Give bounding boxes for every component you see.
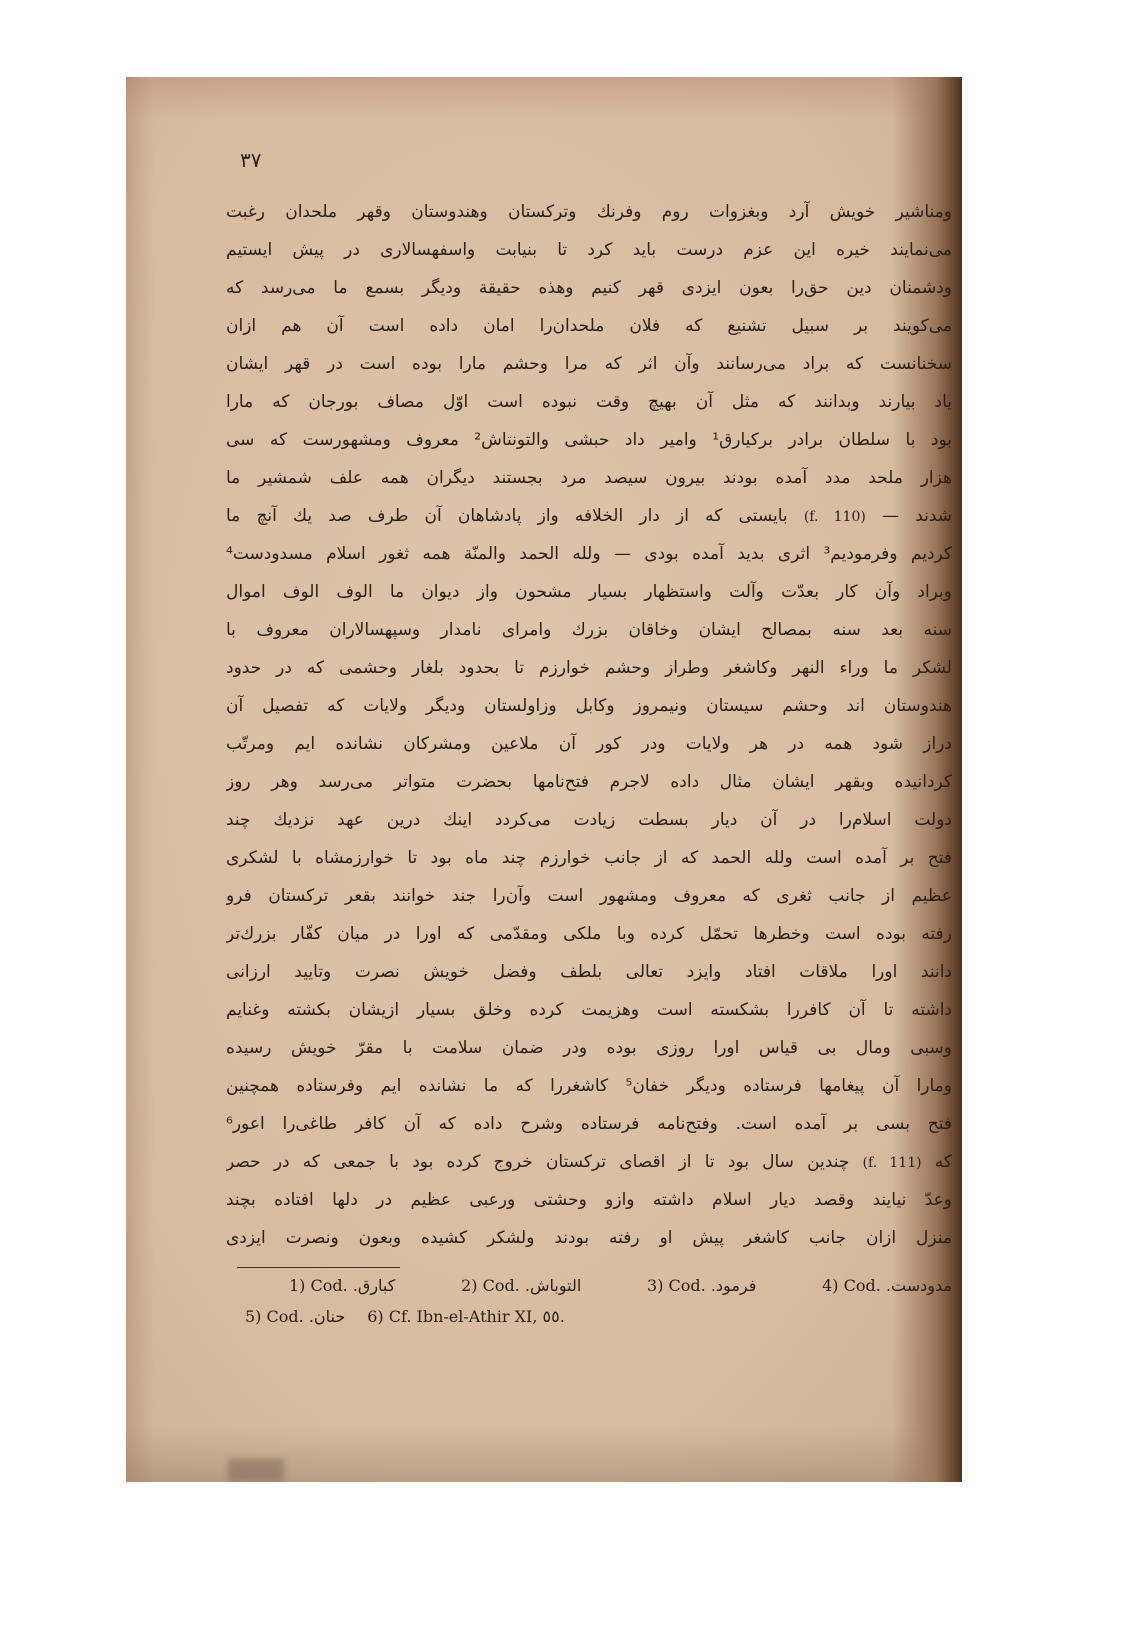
text-line: وسبی ومال بی قیاس اورا روزی بوده ودر ضمان سلامت با مقرّ خویش رسیده: [226, 1038, 952, 1058]
folio-reference: (f. 111): [862, 1155, 922, 1171]
folio-reference: (f. 110): [803, 509, 866, 525]
text-line: هندوستان اند وحشم سیستان ونیمروز وکابل وزاولستان ودیگر ولایات که تفصیل آن: [226, 696, 952, 716]
text-segment: که: [934, 1152, 952, 1172]
text-line: رفته بوده است وخطرها تحمّل کرده وبا ملکی ومقدّمی که اورا در میان کفّار بزرك‌تر: [226, 924, 952, 944]
footnote-item: [822, 1274, 952, 1298]
footnote-marker: 6): [367, 1307, 384, 1326]
text-line: فتح بر آمده است ولله الحمد که از جانب خوارزم چند ماه بود تا خوارزمشاه با لشکری: [226, 848, 952, 868]
text-line: سخنانست که براد می‌رسانند وآن اثر که مرا وحشم مارا بوده است در قهر ایشان: [226, 354, 952, 374]
footnote-item: [289, 1274, 395, 1298]
text-line: لشکر ما وراء النهر وکاشغر وطراز وحشم خوارزم تا بحدود بلغار وحشمی که در حدود: [226, 658, 952, 678]
text-line: فتح بسی بر آمده است. وفتح‌نامه فرستاده وشرح داده که آن کافر طاغی‌را اعور⁶: [226, 1114, 952, 1134]
footnote-reading: حنان.: [308, 1307, 346, 1326]
footnote-item: [647, 1274, 756, 1298]
text-line: ومارا آن پیغامها فرستاده ودیگر خفان⁵ کاشغررا که ما نشانده ایم وفرستاده همچنین: [226, 1076, 952, 1096]
footnote-reading: مدودست.: [885, 1276, 952, 1295]
page-number: ٣٧: [240, 148, 262, 172]
text-line: می‌کویند بر سبیل تشنیع که فلان ملحدان‌را امان داده است آن هم ازان: [226, 316, 952, 336]
text-segment: شدند —: [882, 506, 952, 526]
footnote-abbreviation: Cod.: [668, 1276, 706, 1295]
text-line: [226, 1143, 952, 1181]
text-line: بود با سلطان برادر برکیارق¹ وامیر داد حبشی والتونتاش² معروف ومشهورست که سی: [226, 430, 952, 450]
text-line: دراز شود همه در هر ولایات ودر کور آن ملاعین ومشرکان نشانده ایم ومرتّب: [226, 734, 952, 754]
scanned-page: [126, 77, 962, 1482]
footnote-item: [245, 1305, 345, 1329]
footnote-row: [245, 1305, 565, 1329]
text-line: داشته تا آن کافررا بشکسته است وهزیمت کرده وخلق بسیار ازیشان بکشته وغنایم: [226, 1000, 952, 1020]
text-line: یاد بیارند وبدانند که مثل آن بهیچ وقت نبوده است اوّل مصاف بورجان که مارا: [226, 392, 952, 412]
body-text: [226, 193, 952, 1257]
scan-smudge: [228, 1459, 284, 1482]
footnote-marker: 2): [461, 1276, 478, 1295]
text-line: می‌نمایند خیره این عزم درست باید کرد تا بنیابت واسفهسالاری در پیش ایستیم: [226, 240, 952, 260]
text-line: ومناشیر خویش آرد وبغزوات روم وفرنك وترکستان وهندوستان وقهر ملحدان رغبت: [226, 202, 952, 222]
text-line: وبراد وآن کار بعدّت وآلت واستظهار بسیار مشحون واز دیوان ما الوف الوف اموال: [226, 582, 952, 602]
footnote-reading: التوباش.: [524, 1276, 582, 1295]
text-line: کردیم وفرمودیم³ اثری بدید آمده بودی — ولله الحمد والمنّة همه ثغور اسلام مسدودست⁴: [226, 544, 952, 564]
footnote-marker: 1): [289, 1276, 306, 1295]
footnote-marker: 3): [647, 1276, 664, 1295]
footnote-abbreviation: Cod.: [482, 1276, 520, 1295]
footnote-abbreviation: Cod.: [310, 1276, 348, 1295]
text-line: وعدّ نیایند وقصد دیار اسلام داشته وازو وحشتی ورعبی عظیم در دلها افتاده بچند: [226, 1190, 952, 1210]
footnote-text: Cf. Ibn-el-Athir XI, ٥٥.: [388, 1307, 565, 1326]
text-line: منزل ازان جانب کاشغر پیش او رفته بودند ولشکر کشیده وبعون ونصرت ایزدی: [226, 1228, 952, 1248]
footnote-item: [367, 1305, 565, 1329]
footnote-marker: 4): [822, 1276, 839, 1295]
text-line: دانند اورا ملاقات افتاد وایزد تعالی بلطف وفضل خویش نصرت وتایید ارزانی: [226, 962, 952, 982]
text-segment: چندین سال بود تا از اقصای ترکستان خروج کرده بود با جمعی که در حصر: [226, 1152, 850, 1172]
text-line: [226, 497, 952, 535]
text-line: عظیم از جانب ثغری که معروف ومشهور است وآن‌را جند خوانند بقعر ترکستان فرو: [226, 886, 952, 906]
footnote-abbreviation: Cod.: [843, 1276, 881, 1295]
footnote-reading: فرمود.: [710, 1276, 757, 1295]
footnote-marker: 5): [245, 1307, 262, 1326]
text-line: هزار ملحد مدد آمده بودند بیرون سیصد مرد بجستند دیگران همه علف شمشیر ما: [226, 468, 952, 488]
footnote-abbreviation: Cod.: [266, 1307, 304, 1326]
text-line: دولت اسلام‌را در آن دیار بسطت زیادت می‌کردد اینك درین عهد نزدیك چند: [226, 810, 952, 830]
text-line: کردانیده وبقهر ایشان مثال داده لاجرم فتح‌نامها بحضرت متواتر می‌رسد وهر روز: [226, 772, 952, 792]
footnote-item: [461, 1274, 581, 1298]
text-segment: بایستی که از دار الخلافه واز پادشاهان آن طرف صد یك آنچ ما: [226, 506, 788, 526]
footnote-divider: [237, 1267, 400, 1268]
text-line: سنه بعد سنه بمصالح ایشان وخاقان بزرك وامرای نامدار وسپهسالاران معروف با: [226, 620, 952, 640]
footnote-row: [289, 1274, 952, 1298]
footnote-reading: کبارق.: [352, 1276, 396, 1295]
text-line: ودشمنان دین حق‌را بعون ایزدی قهر کنیم وهذه حقیقة ودیگر بسمع ما می‌رسد که: [226, 278, 952, 298]
